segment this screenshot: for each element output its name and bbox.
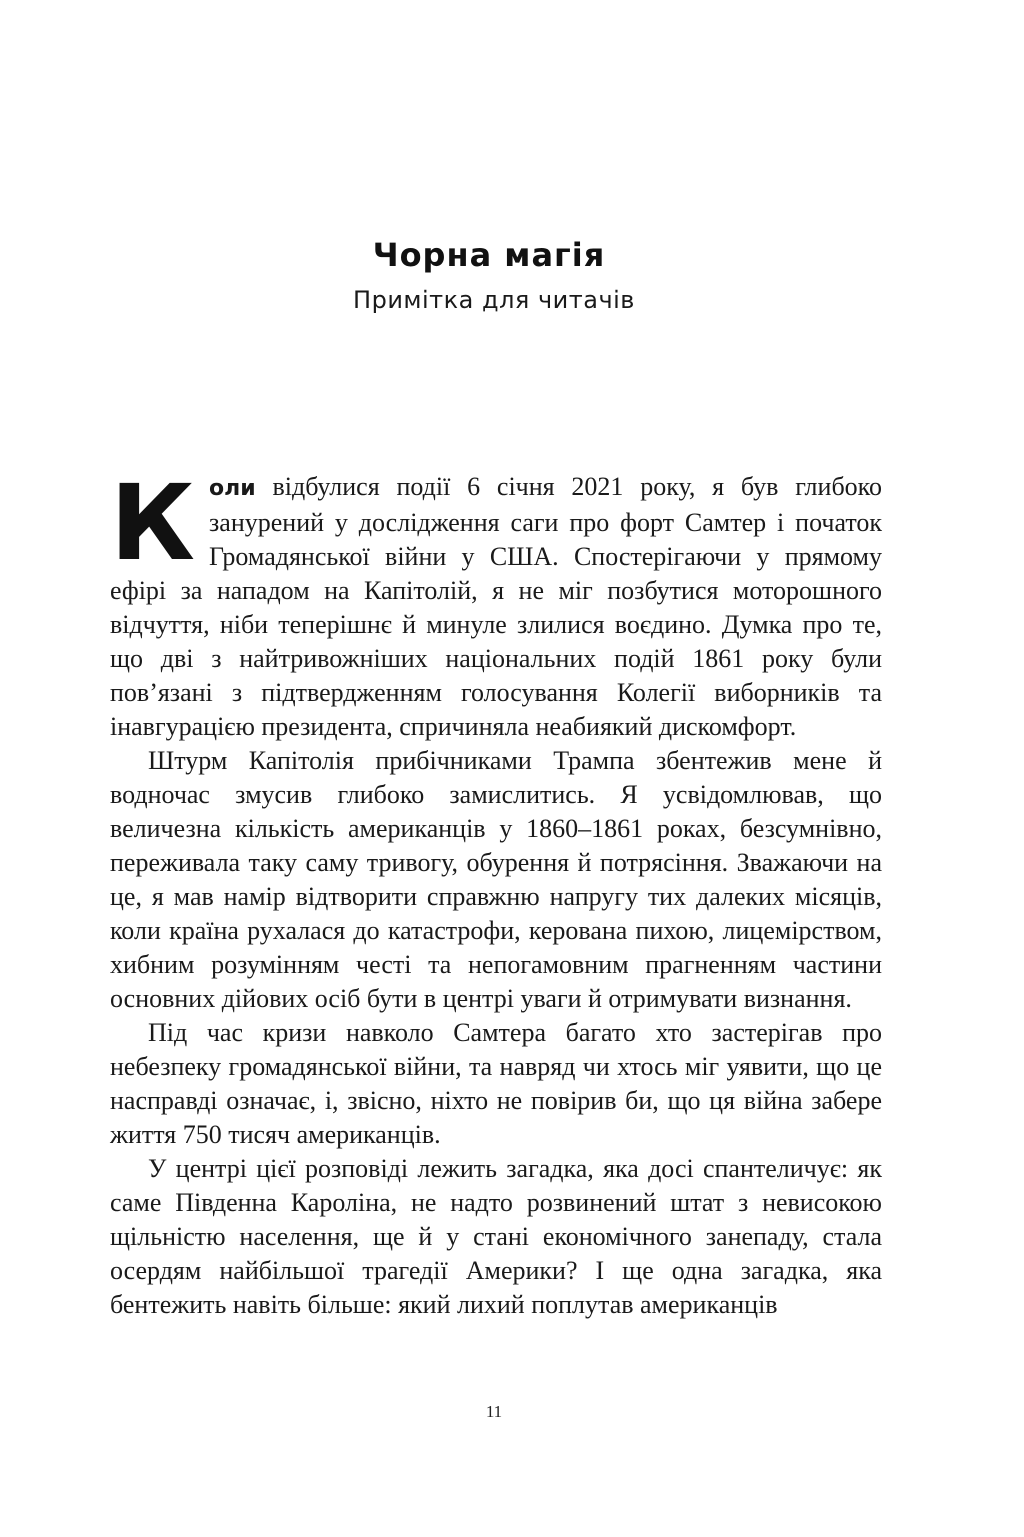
- body-text: [110, 462, 882, 1322]
- page-number: 11: [485, 1402, 503, 1421]
- page-subtitle: Примітка для читачів: [353, 286, 635, 314]
- paragraph-1: [110, 462, 882, 744]
- lead-word: оли: [209, 476, 256, 501]
- page-title: Чорна магія: [372, 236, 606, 275]
- paragraph-3: Під час кризи навколо Самтера багато хто застерігав про небезпеку громадянської війни, та навряд чи хтось міг уявити, що це насправді означає, і, звісно, ніхто не повірив би, що ця війна забере життя 750 тисяч американців.: [110, 1018, 882, 1149]
- paragraph-4: У центрі цієї розповіді лежить загадка, яка досі спантеличує: як саме Південна Кароліна, не надто розвинений штат з невисокою щільністю населення, ще й у стані економічного занепаду, стала осердям найбільшої трагедії Америки? І ще одна загадка, яка бентежить навіть більше: який лихий поплутав американців: [110, 1154, 882, 1319]
- paragraph-1-text: відбулися події 6 січня 2021 року, я був глибоко занурений у дослідження саги про форт Самтер і початок Громадянської війни у США. Спостерігаючи у прямому ефірі за нападом на Капітолій, я не міг позбутися моторошного відчуття, ніби теперішнє й минуле злилися воєдино. Думка про те, що дві з найтривожніших національних подій 1861 року були пов’язані з підтвердженням голосування Колегії виборників та інавгурацією президента, спричиняла неабиякий дискомфорт.: [110, 472, 882, 741]
- drop-cap: К: [110, 462, 196, 584]
- paragraph-2: Штурм Капітолія прибічниками Трампа збентежив мене й водночас змусив глибоко замислитись. Я усвідомлював, що величезна кількість американців у 1860–1861 роках, безсумнівно, переживала таку саму тривогу, обурення й потрясіння. Зважаючи на це, я мав намір відтворити справжню напругу тих далеких місяців, коли країна рухалася до катастрофи, керована пихою, лицемірством, хибним розумінням честі та непогамовним прагненням частини основних дійових осіб бути в центрі уваги й отримувати визнання.: [110, 746, 882, 1013]
